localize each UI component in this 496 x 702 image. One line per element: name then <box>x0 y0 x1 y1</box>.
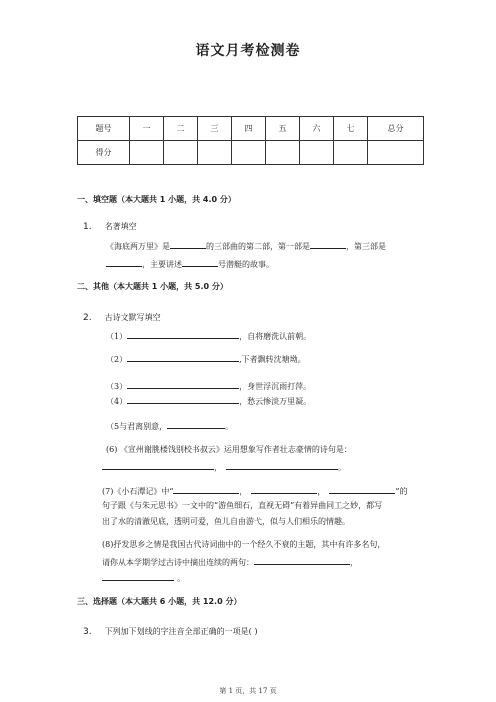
text-segment: 《海底两万里》是 <box>106 242 170 251</box>
section-heading-1: 一、填空题（本大题共 1 小题，共 4.0 分） <box>77 195 236 204</box>
question-2 <box>83 305 161 324</box>
score-table-score-row <box>78 141 424 165</box>
answer-blank[interactable] <box>106 257 142 267</box>
score-input-cell[interactable] <box>334 141 368 165</box>
table-cell: 四 <box>232 117 266 141</box>
table-cell: 一 <box>130 117 164 141</box>
poem-item-6-answer <box>102 460 346 473</box>
answer-blank[interactable] <box>173 484 239 494</box>
text-segment: ， <box>317 487 326 496</box>
text-segment: ，第三部是 <box>346 242 386 251</box>
poem-item-7 <box>102 484 408 497</box>
answer-blank[interactable] <box>170 239 206 249</box>
item-text: ，愁云惨淡万里凝。 <box>239 397 312 406</box>
table-cell: 得分 <box>78 141 130 165</box>
poem-item-5 <box>106 419 233 432</box>
score-input-cell[interactable] <box>266 141 300 165</box>
poem-item-1 <box>106 329 311 342</box>
score-input-cell[interactable] <box>198 141 232 165</box>
table-cell: 题号 <box>78 117 130 141</box>
item-label: （3） <box>106 382 128 391</box>
poem-item-2 <box>106 352 306 365</box>
section-heading-3: 三、选择题（本大题共 6 小题，共 12.0 分） <box>77 597 242 606</box>
poem-item-6: (6) 《宣州谢朓楼饯别校书叔云》运用想象写作者壮志豪情的诗句是： <box>106 445 352 454</box>
text-segment: 。 <box>177 574 185 583</box>
poem-item-8-line-3 <box>102 571 185 584</box>
table-cell: 三 <box>198 117 232 141</box>
text-segment: ， <box>214 463 222 472</box>
answer-blank[interactable] <box>127 394 239 404</box>
question-1-line-1 <box>106 239 386 252</box>
score-input-cell[interactable] <box>300 141 334 165</box>
answer-blank[interactable] <box>127 352 239 362</box>
poem-item-7-line-3: 出了水的清澈见底，透明可爱，鱼儿自由游弋，似与人们相乐的情趣。 <box>102 517 350 526</box>
score-input-cell[interactable] <box>232 141 266 165</box>
answer-blank[interactable] <box>182 257 218 267</box>
question-1 <box>83 214 137 233</box>
score-input-cell[interactable] <box>164 141 198 165</box>
item-label: （4） <box>106 397 128 406</box>
text-segment: ，主要讲述 <box>142 260 182 269</box>
item-text: ，自将磨洗认前朝。 <box>239 332 312 341</box>
poem-item-7-line-2: 句子跟《与朱元思书》一文中的“游鱼细石，直视无碍”有着异曲同工之妙，都写 <box>102 501 383 510</box>
poem-item-4 <box>106 394 311 407</box>
poem-item-3 <box>106 379 311 392</box>
answer-blank[interactable] <box>167 419 225 429</box>
question-number: 1. <box>83 222 92 232</box>
answer-blank[interactable] <box>226 460 338 470</box>
answer-blank[interactable] <box>251 484 317 494</box>
answer-blank[interactable] <box>102 460 214 470</box>
answer-blank[interactable] <box>102 571 174 581</box>
table-cell: 五 <box>266 117 300 141</box>
text-segment: (7)《小石潭记》中“ <box>102 487 174 496</box>
question-3 <box>83 619 257 638</box>
question-title: 名著填空 <box>104 222 137 231</box>
question-number: 3. <box>83 627 92 637</box>
poem-item-8-line-2 <box>102 555 358 568</box>
item-label: （1） <box>106 332 128 341</box>
page-title: 语文月考检测卷 <box>195 43 301 59</box>
answer-blank[interactable] <box>254 555 350 565</box>
text-segment: 号潜艇的故事。 <box>218 260 274 269</box>
score-input-cell[interactable] <box>130 141 164 165</box>
text-segment: 的三部曲的第二部，第一部是 <box>206 242 310 251</box>
question-number: 2. <box>83 313 92 323</box>
table-cell: 二 <box>164 117 198 141</box>
item-text: ,下者飘转沈塘坳。 <box>239 355 306 364</box>
item-label: （5与君离别意， <box>106 422 168 431</box>
table-cell: 七 <box>334 117 368 141</box>
text-segment: ， <box>239 487 248 496</box>
item-text: ，身世浮沉雨打萍。 <box>239 382 312 391</box>
text-segment: ， <box>350 558 358 567</box>
text-segment: ”的 <box>395 487 408 496</box>
score-table <box>77 116 424 165</box>
text-segment: 请你从本学期学过古诗中摘出连续的两句： <box>102 558 254 567</box>
page-footer: 第 1 页，共 17 页 <box>219 687 277 695</box>
score-table-header-row <box>78 117 424 141</box>
answer-blank[interactable] <box>310 239 346 249</box>
section-heading-2: 二、其他（本大题共 1 小题，共 5.0 分） <box>77 282 228 291</box>
question-text: 下列加下划线的字注音全部正确的一项是( ) <box>104 627 258 636</box>
item-text: 。 <box>225 422 234 431</box>
item-label: （2） <box>106 355 128 364</box>
text-segment: 。 <box>338 463 346 472</box>
question-1-line-2 <box>106 257 274 270</box>
answer-blank[interactable] <box>127 329 239 339</box>
table-cell: 总分 <box>368 117 424 141</box>
poem-item-8: (8)抒发思乡之情是我国古代诗词曲中的一个经久不衰的主题，其中有许多名句， <box>102 540 386 549</box>
score-input-cell[interactable] <box>368 141 424 165</box>
answer-blank[interactable] <box>329 484 395 494</box>
answer-blank[interactable] <box>127 379 239 389</box>
table-cell: 六 <box>300 117 334 141</box>
question-title: 古诗文默写填空 <box>104 313 161 322</box>
